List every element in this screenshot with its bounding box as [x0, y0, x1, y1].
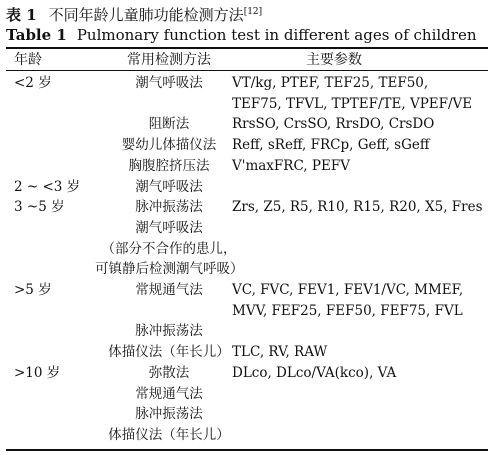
table-label-english: Table 1: [6, 26, 67, 44]
cell-method: 体描仪法（年长儿）: [108, 344, 230, 360]
cell-age: >5 岁: [14, 282, 52, 298]
cell-params: TEF75, TFVL, TPTEF/TE, VPEF/VE: [232, 96, 473, 112]
cell-method: 阻断法: [148, 116, 190, 132]
cell-method: 脉冲振荡法: [135, 323, 203, 339]
table-bottom-rule: [6, 449, 488, 451]
cell-method: 婴幼儿体描仪法: [121, 137, 217, 153]
header-method: 常用检测方法: [127, 52, 211, 68]
cell-age: <2 岁: [14, 75, 52, 91]
table-header-rule: [6, 70, 488, 71]
cell-params: DLco, DLco/VA(kco), VA: [232, 365, 397, 381]
table-caption-english: [6, 26, 477, 44]
cell-params: VT/kg, PTEF, TEF25, TEF50,: [232, 75, 429, 91]
table-caption-chinese: [6, 4, 262, 25]
table-title-chinese: 不同年龄儿童肺功能检测方法: [48, 6, 244, 24]
table-title-english: Pulmonary function test in different ages of children: [76, 26, 477, 44]
cell-method: 潮气呼吸法: [135, 220, 203, 236]
table-top-rule: [6, 47, 488, 49]
cell-params: V'maxFRC, PEFV: [232, 158, 350, 174]
cell-method: 常规通气法: [135, 282, 203, 298]
cell-params: VC, FVC, FEV1, FEV1/VC, MMEF,: [232, 282, 464, 298]
header-age: 年龄: [14, 52, 42, 68]
cell-method: 可镇静后检测潮气呼吸）: [95, 261, 244, 277]
cell-params: Reff, sReff, FRCp, Geff, sGeff: [232, 137, 430, 153]
cell-method: 胸腹腔挤压法: [128, 158, 210, 174]
table-label-chinese: 表 1: [6, 6, 37, 24]
cell-age: >10 岁: [14, 365, 61, 381]
cell-method: 潮气呼吸法: [135, 179, 203, 195]
cell-method: 弥散法: [148, 365, 190, 381]
cell-age: 2 ~ <3 岁: [14, 179, 81, 195]
cell-age: 3 ~5 岁: [14, 199, 65, 215]
cell-method: 脉冲振荡法: [135, 199, 203, 215]
cell-method: 体描仪法（年长儿）: [108, 427, 230, 443]
cell-method: 脉冲振荡法: [135, 406, 203, 422]
cell-params: MVV, FEF25, FEF50, FEF75, FVL: [232, 303, 463, 319]
header-params: 主要参数: [306, 52, 362, 68]
cell-method: 常规通气法: [135, 386, 203, 402]
cell-method: （部分不合作的患儿，: [101, 241, 237, 257]
reference-marker: [12]: [243, 7, 263, 17]
cell-params: Zrs, Z5, R5, R10, R15, R20, X5, Fres: [232, 199, 483, 215]
cell-params: TLC, RV, RAW: [232, 344, 328, 360]
cell-method: 潮气呼吸法: [135, 75, 203, 91]
cell-params: RrsSO, CrsSO, RrsDO, CrsDO: [232, 116, 435, 132]
